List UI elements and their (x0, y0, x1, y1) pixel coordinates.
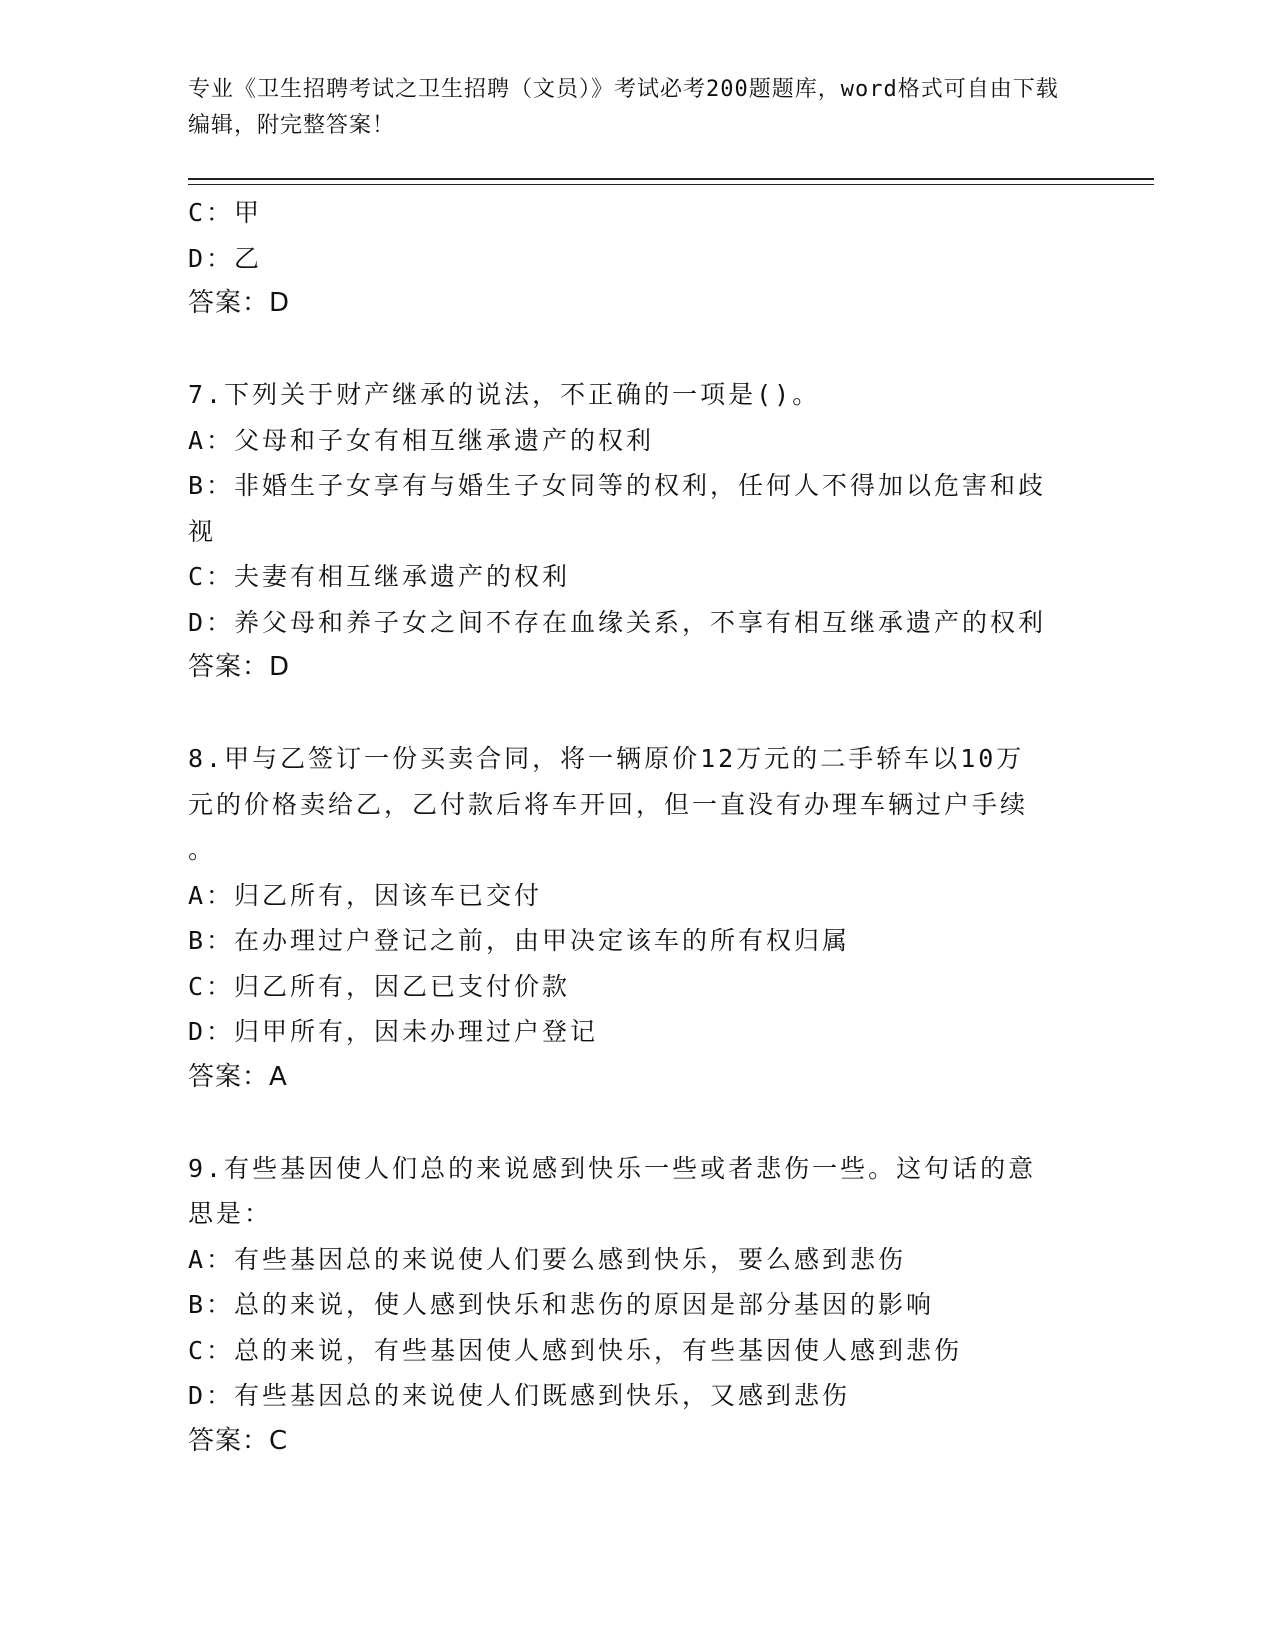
answer-line: 答案：A (188, 1061, 288, 1092)
page-header: 专业《卫生招聘考试之卫生招聘（文员）》考试必考200题题库，word格式可自由下载编辑，附完整答案！ (188, 77, 1059, 138)
answer-line: 答案：D (188, 652, 291, 682)
option-line: C：总的来说，有些基因使人感到快乐，有些基因使人感到悲伤 (188, 1335, 963, 1365)
spacer (188, 691, 1088, 737)
option-line: C：归乙所有，因乙已支付价款 (188, 971, 571, 1001)
question-stem-line: 思是： (188, 1199, 273, 1228)
option-line: D：养父母和养子女之间不存在血缘关系，不享有相互继承遗产的权利 (188, 607, 1047, 637)
questions-container (188, 372, 1088, 1464)
question-stem-line: 8.甲与乙签订一份买卖合同，将一辆原价12万元的二手轿车以10万 (188, 744, 1025, 773)
option-line: D：归甲所有，因未办理过户登记 (188, 1017, 599, 1046)
option-line: B：在办理过户登记之前，由甲决定该车的所有权归属 (188, 926, 851, 955)
question-stem-line: 元的价格卖给乙，乙付款后将车开回，但一直没有办理车辆过户手续 (188, 789, 1029, 819)
header-divider-thick (188, 178, 1154, 180)
spacer (188, 327, 1088, 373)
option-c: C：甲 (188, 198, 263, 227)
question-list (188, 190, 1088, 1464)
question-stem-line: 9.有些基因使人们总的来说感到快乐一些或者悲伤一些。这句话的意 (188, 1153, 1037, 1183)
question-block (188, 1146, 1088, 1465)
option-line: B：非婚生子女享有与婚生子女同等的权利，任何人不得加以危害和歧 (188, 471, 1047, 500)
option-line: A：父母和子女有相互继承遗产的权利 (188, 425, 655, 455)
header-divider-thin (188, 184, 1154, 185)
question-block (188, 372, 1088, 736)
option-line: B：总的来说，使人感到快乐和悲伤的原因是部分基因的影响 (188, 1290, 935, 1319)
option-line: A：有些基因总的来说使人们要么感到快乐，要么感到悲伤 (188, 1244, 907, 1274)
question-block (188, 736, 1088, 1146)
spacer (188, 1100, 1088, 1146)
answer-line: 答案：C (188, 1425, 289, 1456)
option-line: A：归乙所有，因该车已交付 (188, 880, 543, 910)
question-stem-line: 。 (188, 835, 217, 864)
option-line: C：夫妻有相互继承遗产的权利 (188, 562, 571, 591)
option-d: D：乙 (188, 243, 263, 273)
answer-line: 答案：D (188, 288, 291, 318)
option-line: D：有些基因总的来说使人们既感到快乐，又感到悲伤 (188, 1381, 851, 1410)
question-stem-line: 7.下列关于财产继承的说法，不正确的一项是()。 (188, 380, 821, 409)
option-line: 视 (188, 516, 217, 546)
